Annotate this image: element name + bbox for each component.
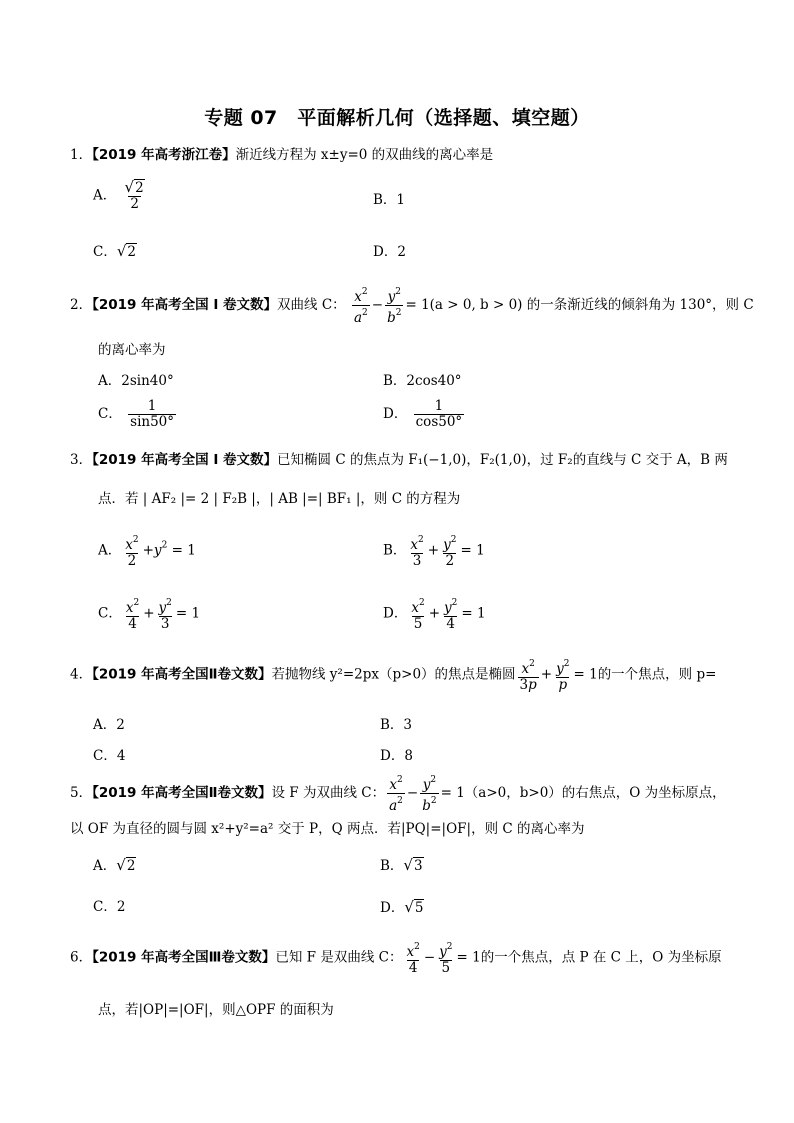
question-4: 4．【2019 年高考全国Ⅱ卷文数】若抛物线 y²=2px（p>0）的焦点是椭圆 $\frac{x^2}{3p}$ + $\frac{y^2}{p}$ = 1的一个焦点，则 p=: [70, 659, 717, 693]
question-1: [70, 146, 493, 164]
question-source-tag: 【2019 年高考全国Ⅲ卷文数】: [92, 949, 276, 966]
question-number: 3．: [70, 452, 93, 468]
option-b: B．2cos40°: [383, 373, 462, 389]
question-source-tag: 【2019 年高考全国 I 卷文数】: [92, 452, 278, 468]
question-number: 1．: [70, 147, 93, 163]
option-b: B． $\frac{x^2}{3}$ + $\frac{y^2}{2}$ = 1: [383, 535, 485, 569]
option-a: A． $\frac{x^2}{2}$ $+y^2 = 1$: [98, 535, 196, 569]
option-b: B．3: [380, 717, 413, 733]
option-c: C．4: [93, 748, 126, 764]
option-d: D． $\frac{1}{\cos 50^\circ}$: [383, 398, 463, 430]
option-a: A．√2: [93, 856, 136, 874]
option-a: A．2sin40°: [98, 373, 174, 389]
question-text: 渐近线方程为 x±y=0 的双曲线的离心率是: [235, 147, 494, 163]
question-number: 4．: [70, 666, 93, 683]
option-c: C． $\frac{1}{\sin 50^\circ}$: [98, 398, 175, 430]
math-fraction: $\frac{x^2}{3p}$: [519, 659, 537, 693]
option-c: C． $\frac{x^2}{4}$ + $\frac{y^2}{3}$ = 1: [98, 598, 201, 632]
option-c: C．√2: [93, 242, 136, 260]
question-source-tag: 【2019 年高考全国 I 卷文数】: [92, 297, 278, 313]
question-6: 6．【2019 年高考全国Ⅲ卷文数】已知 F 是双曲线 C： $\frac{x^2}{4}$ − $\frac{y^2}{5}$ = 1的一个焦点，点 P 在 C 上，O 为坐标原: [70, 942, 722, 976]
option-a: A．2: [93, 717, 125, 733]
question-5-line2: 以 OF 为直径的圆与圆 x²+y²=a² 交于 P，Q 两点．若|PQ|=|OF|，则 C 的离心率为: [70, 821, 585, 837]
question-3-line2: 点．若 | AF₂ |= 2 | F₂B |，| AB |=| BF₁ |，则 C 的方程为: [98, 491, 461, 507]
question-5: 5．【2019 年高考全国Ⅱ卷文数】设 F 为双曲线 C： $\frac{x^2}{a^2}$ − $\frac{y^2}{b^2}$ = 1（a>0，b>0）的右焦点，O 为坐标原点，: [70, 775, 726, 814]
question-source-tag: 【2019 年高考全国Ⅱ卷文数】: [92, 666, 272, 683]
math-fraction: $\frac{x^2}{a^2}$: [389, 775, 403, 814]
question-6-line2: 点，若|OP|=|OF|，则△OPF 的面积为: [98, 1002, 334, 1018]
option-b: B．√3: [380, 856, 423, 874]
option-d: D．8: [380, 748, 413, 764]
page-title: 专题 07 平面解析几何（选择题、填空题）: [204, 107, 590, 129]
question-number: 2．: [70, 297, 93, 313]
question-number: 6．: [70, 949, 93, 966]
question-3: [70, 451, 728, 469]
question-source-tag: 【2019 年高考浙江卷】: [92, 147, 236, 163]
question-number: 5．: [70, 785, 93, 801]
option-d: D． $\frac{x^2}{5}$ + $\frac{y^2}{4}$ = 1: [383, 598, 486, 632]
math-fraction: $\frac{y^2}{b^2}$: [422, 775, 437, 814]
math-fraction: $\frac{x^2}{a^2}$: [353, 287, 368, 326]
math-fraction: $\frac{1}{\sin 50^\circ}$: [130, 398, 175, 430]
question-text: 已知椭圆 C 的焦点为 F₁(−1,0)，F₂(1,0)，过 F₂的直线与 C 交于 A，B 两: [277, 452, 728, 468]
option-b: B．1: [373, 192, 406, 208]
math-fraction: $\frac{1}{\cos 50^\circ}$: [415, 398, 463, 430]
math-fraction: $\frac{y^2}{b^2}$: [387, 287, 402, 326]
option-d: D．√5: [380, 898, 424, 916]
question-2-line2: 的离心率为: [98, 342, 166, 358]
option-a: A． $\frac{√2}{2}$: [93, 180, 149, 212]
math-fraction: $\frac{y^2}{p}$: [556, 659, 570, 693]
math-fraction: $\frac{x^2}{4}$: [406, 942, 420, 976]
option-d: D．2: [373, 244, 406, 260]
option-c: C．2: [93, 899, 126, 915]
math-fraction: $\frac{y^2}{5}$: [439, 942, 453, 976]
question-source-tag: 【2019 年高考全国Ⅱ卷文数】: [92, 785, 272, 801]
math-fraction: $\frac{√2}{2}$: [124, 178, 144, 212]
question-2: 2．【2019 年高考全国 I 卷文数】双曲线 C： $\frac{x^2}{a^2}$ − $\frac{y^2}{b^2}$ = 1(a > 0, b > 0) 的一条渐近线的倾斜角为 130°，则 C: [70, 287, 754, 326]
